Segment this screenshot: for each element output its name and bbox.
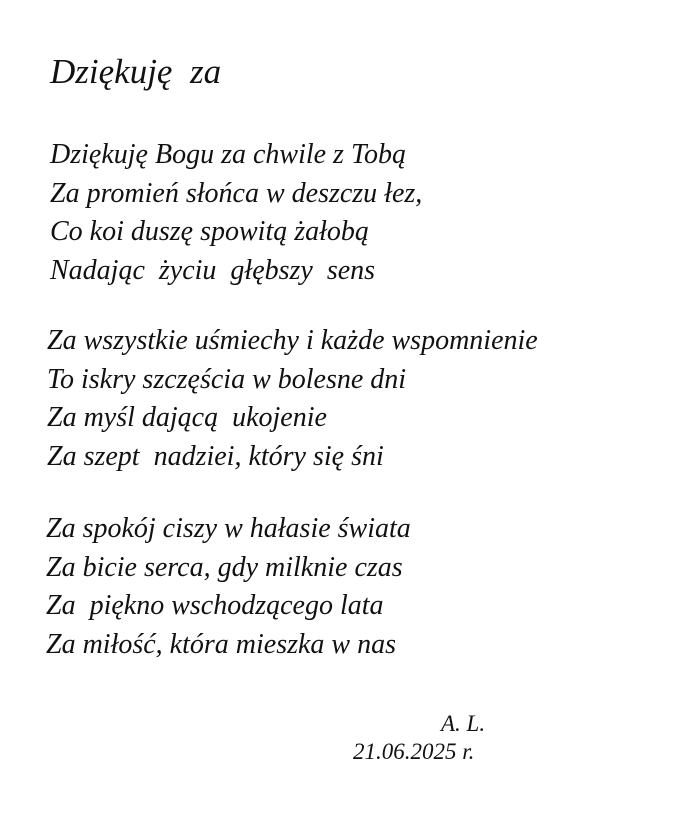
poem-line: Za szept nadziei, który się śni bbox=[47, 440, 384, 472]
stanza-2 bbox=[47, 322, 538, 476]
signature-author: A. L. bbox=[441, 711, 486, 736]
poem-line: Za miłość, która mieszka w nas bbox=[46, 628, 396, 660]
poem-line: Za piękno wschodzącego lata bbox=[46, 590, 384, 621]
poem-line: Za promień słońca w deszczu łez, bbox=[50, 177, 423, 209]
poem-line: Za spokój ciszy w hałasie świata bbox=[46, 513, 411, 544]
poem-line: Dziękuję Bogu za chwile z Tobą bbox=[50, 139, 406, 170]
signature-date: 21.06.2025 r. bbox=[353, 739, 475, 764]
poem-line: Za myśl dającą ukojenie bbox=[47, 402, 327, 433]
poem-title: Dziękuję za bbox=[50, 52, 222, 91]
poem-line: Nadając życiu głębszy sens bbox=[50, 254, 376, 286]
poem-line: Za bicie serca, gdy milknie czas bbox=[46, 551, 403, 583]
stanza-3 bbox=[46, 510, 411, 664]
poem-line: To iskry szczęścia w bolesne dni bbox=[47, 363, 407, 395]
poem-line: Za wszystkie uśmiechy i każde wspomnienie bbox=[47, 325, 538, 356]
poem-line: Co koi duszę spowitą żałobą bbox=[50, 216, 369, 247]
stanza-1 bbox=[50, 136, 422, 290]
